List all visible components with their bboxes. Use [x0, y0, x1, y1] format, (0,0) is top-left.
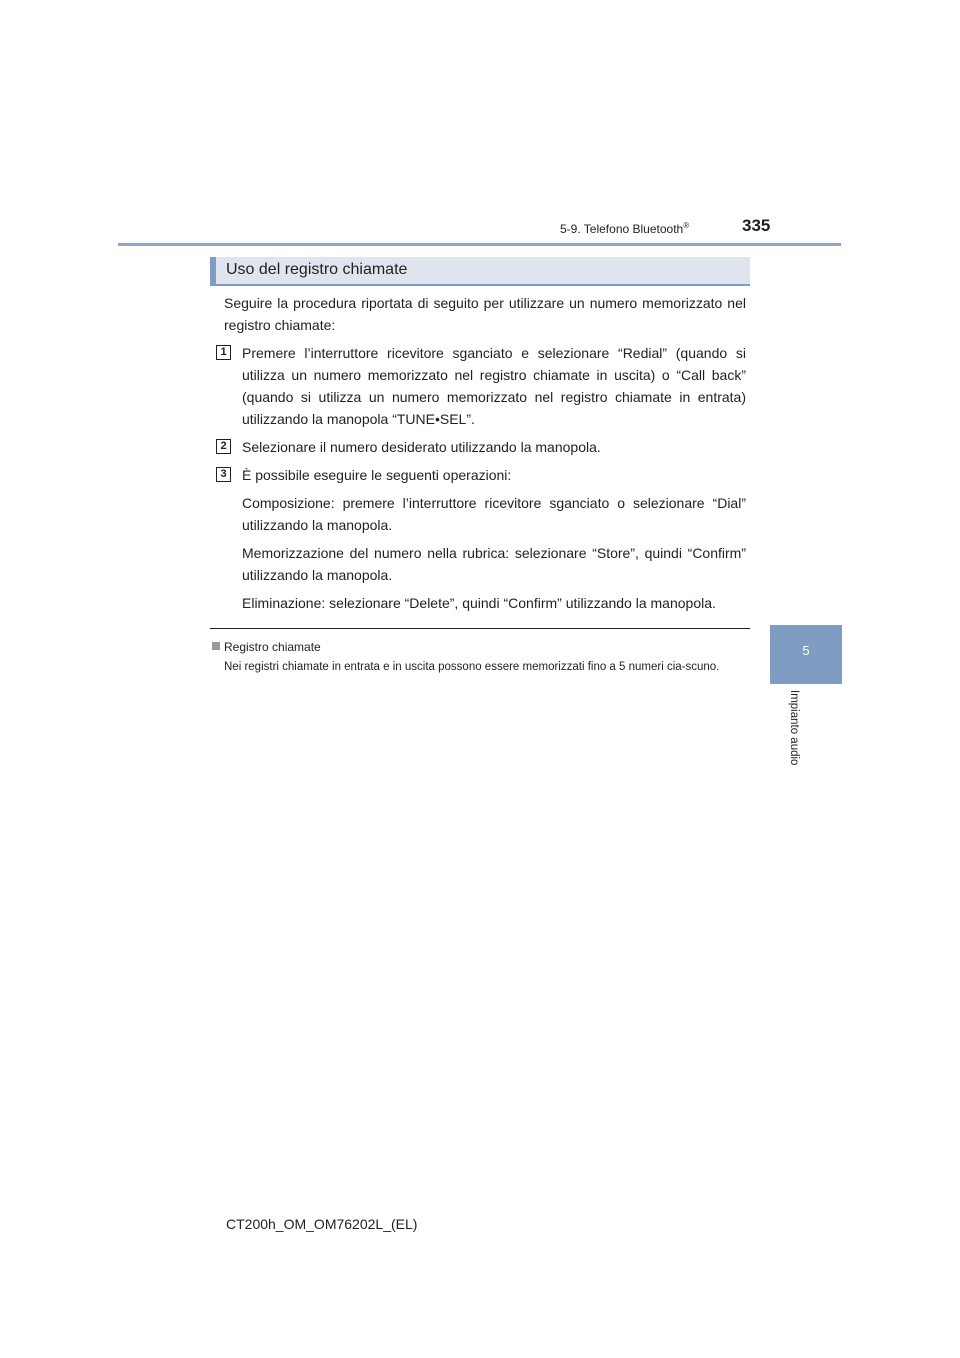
section-heading — [210, 257, 750, 286]
running-header-section — [560, 221, 689, 236]
step-number-2: 2 — [216, 439, 231, 454]
step-number-1: 1 — [216, 345, 231, 360]
document-code: CT200h_OM_OM76202L_(EL) — [226, 1216, 418, 1232]
chapter-label-text: Impianto audio — [788, 690, 800, 766]
section-title: Uso del registro chiamate — [226, 261, 408, 278]
operation-dial: Composizione: premere l’interruttore ricevitore sganciato o selezionare “Dial” utilizzando la manopola. — [242, 495, 746, 533]
section-name: 5-9. Telefono Bluetooth — [560, 222, 684, 236]
note-title — [212, 640, 321, 654]
operation-store: Memorizzazione del numero nella rubrica: selezionare “Store”, quindi “Confirm” utilizzando la manopola. — [242, 545, 746, 583]
page-number: 335 — [742, 216, 771, 235]
intro-paragraph: Seguire la procedura riportata di seguito per utilizzare un numero memorizzato nel registro chiamate: — [224, 295, 746, 333]
step-2-text: Selezionare il numero desiderato utilizzando la manopola. — [242, 439, 601, 455]
chapter-tab — [770, 625, 842, 684]
note-title-text: Registro chiamate — [224, 640, 321, 654]
note-divider — [210, 628, 750, 629]
chapter-label — [786, 690, 804, 790]
header-divider — [118, 243, 841, 246]
note-text: Nei registri chiamate in entrata e in uscita possono essere memorizzati fino a 5 numeri cia-scuno. — [224, 661, 720, 673]
chapter-number: 5 — [802, 643, 810, 658]
square-bullet-icon — [212, 642, 220, 650]
operation-delete: Eliminazione: selezionare “Delete”, quindi “Confirm” utilizzando la manopola. — [242, 595, 716, 611]
step-1-text: Premere l’interruttore ricevitore sganciato e selezionare “Redial” (quando si utilizza un numero memorizzato nel registro chiamate in uscita) o “Call back” (quando si utilizza un numero memorizzato nel registro chiamate in entrata) utilizzando la manopola “TUNE•SEL”. — [242, 345, 746, 427]
step-3-text: È possibile eseguire le seguenti operazioni: — [242, 467, 512, 483]
step-number-3: 3 — [216, 467, 231, 482]
registered-mark: ® — [683, 221, 690, 230]
